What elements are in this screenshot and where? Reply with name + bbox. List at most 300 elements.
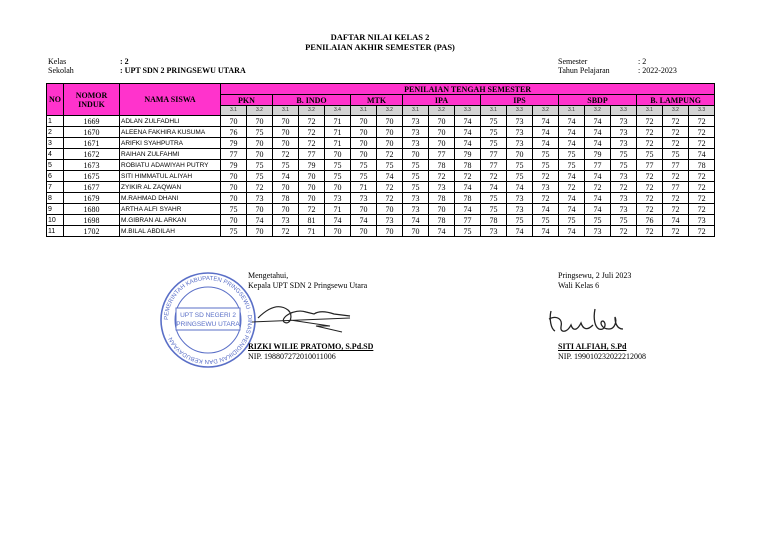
score-cell: 72 [637,193,663,204]
score-cell: 71 [325,138,351,149]
student-nis: 1677 [64,182,120,193]
grades-table [46,83,715,237]
competency-code: 3.1 [221,106,247,116]
col-nama-siswa: NAMA SISWA [120,84,221,116]
score-cell: 73 [403,138,429,149]
score-cell: 75 [611,160,637,171]
score-cell: 73 [325,193,351,204]
score-cell: 70 [273,138,299,149]
student-nis: 1698 [64,215,120,226]
score-cell: 73 [585,226,611,237]
student-name: ADLAN ZULFADHLI [120,116,221,127]
score-cell: 72 [377,193,403,204]
competency-code: 3.2 [429,106,455,116]
score-cell: 75 [663,149,689,160]
table-row [47,138,715,149]
student-name: SITI HIMMATUL ALIYAH [120,171,221,182]
score-cell: 72 [637,171,663,182]
competency-code: 3.4 [325,106,351,116]
score-cell: 75 [481,193,507,204]
student-nis: 1702 [64,226,120,237]
tahun-label: Tahun Pelajaran [558,66,610,75]
score-cell: 75 [481,127,507,138]
table-row [47,127,715,138]
score-cell: 75 [247,160,273,171]
score-cell: 72 [663,204,689,215]
teacher-nip: NIP. 199010232022212008 [558,352,647,361]
score-cell: 74 [533,226,559,237]
subject-header: MTK [351,95,403,106]
score-cell: 70 [351,204,377,215]
score-cell: 72 [689,193,715,204]
score-cell: 74 [429,226,455,237]
score-cell: 72 [299,204,325,215]
score-cell: 74 [533,127,559,138]
score-cell: 74 [585,204,611,215]
score-cell: 70 [377,138,403,149]
semester-label: Semester [558,57,588,66]
score-cell: 70 [221,193,247,204]
score-cell: 75 [637,149,663,160]
score-cell: 75 [481,204,507,215]
competency-code: 3.3 [455,106,481,116]
competency-code: 3.1 [273,106,299,116]
score-cell: 71 [325,204,351,215]
competency-code: 3.2 [585,106,611,116]
semester-value: : 2 [638,57,647,66]
score-cell: 70 [429,127,455,138]
score-cell: 72 [637,204,663,215]
score-cell: 75 [481,138,507,149]
subject-header: IPS [481,95,559,106]
subject-header: PKN [221,95,273,106]
score-cell: 75 [481,116,507,127]
score-cell: 75 [533,149,559,160]
score-cell: 70 [247,138,273,149]
score-cell: 72 [559,182,585,193]
score-cell: 74 [533,204,559,215]
score-cell: 72 [299,127,325,138]
score-cell: 73 [481,226,507,237]
score-cell: 78 [455,193,481,204]
score-cell: 73 [611,127,637,138]
table-row [47,149,715,160]
headmaster-name-block [248,342,373,362]
score-cell: 78 [689,160,715,171]
signature-block-left [248,271,367,291]
score-cell: 70 [299,171,325,182]
table-row [47,226,715,237]
score-cell: 70 [351,138,377,149]
score-cell: 73 [403,127,429,138]
score-cell: 72 [689,182,715,193]
student-name: M.GIBRAN AL ARKAN [120,215,221,226]
score-cell: 74 [559,138,585,149]
score-cell: 75 [559,160,585,171]
score-cell: 75 [559,215,585,226]
stamp-center-line2: PRINGSEWU UTARA [176,321,240,328]
score-cell: 70 [507,149,533,160]
score-cell: 75 [221,204,247,215]
score-cell: 70 [221,182,247,193]
score-cell: 75 [247,127,273,138]
score-cell: 74 [585,127,611,138]
semester-info [558,57,677,75]
row-number: 10 [47,215,64,226]
score-cell: 70 [429,138,455,149]
score-cell: 70 [299,193,325,204]
score-cell: 72 [663,171,689,182]
score-cell: 77 [663,160,689,171]
score-cell: 70 [351,116,377,127]
score-cell: 70 [247,204,273,215]
score-cell: 72 [637,127,663,138]
score-cell: 74 [585,193,611,204]
score-cell: 75 [351,160,377,171]
score-cell: 73 [507,138,533,149]
score-cell: 74 [325,215,351,226]
score-cell: 73 [507,204,533,215]
score-cell: 70 [273,204,299,215]
score-cell: 70 [325,149,351,160]
score-cell: 73 [403,116,429,127]
score-cell: 73 [611,204,637,215]
score-cell: 74 [403,215,429,226]
student-name: M.BILAL ABDILAH [120,226,221,237]
student-nis: 1679 [64,193,120,204]
score-cell: 78 [429,160,455,171]
student-nis: 1670 [64,127,120,138]
score-cell: 74 [585,171,611,182]
score-cell: 70 [403,149,429,160]
score-cell: 72 [689,226,715,237]
score-cell: 70 [351,226,377,237]
score-cell: 74 [689,149,715,160]
row-number: 11 [47,226,64,237]
score-cell: 70 [325,182,351,193]
score-cell: 75 [325,171,351,182]
headmaster-signature [250,296,355,336]
sekolah-value: : UPT SDN 2 PRINGSEWU UTARA [120,66,246,75]
score-cell: 72 [481,171,507,182]
score-cell: 72 [299,138,325,149]
score-cell: 70 [221,171,247,182]
score-cell: 72 [663,226,689,237]
score-cell: 79 [299,160,325,171]
score-cell: 74 [455,127,481,138]
row-number: 1 [47,116,64,127]
score-cell: 77 [429,149,455,160]
score-cell: 78 [273,193,299,204]
competency-code: 3.2 [533,106,559,116]
subject-header: B. INDO [273,95,351,106]
score-cell: 74 [273,171,299,182]
signature-block-right [558,271,631,291]
score-cell: 75 [273,160,299,171]
score-cell: 75 [611,149,637,160]
score-cell: 72 [299,116,325,127]
table-row [47,160,715,171]
score-cell: 70 [377,127,403,138]
score-cell: 73 [429,182,455,193]
row-number: 7 [47,182,64,193]
score-cell: 72 [637,116,663,127]
score-cell: 73 [507,116,533,127]
score-cell: 81 [299,215,325,226]
score-cell: 72 [377,182,403,193]
score-cell: 77 [299,149,325,160]
score-cell: 72 [585,182,611,193]
score-cell: 75 [507,160,533,171]
teacher-signature [545,305,630,340]
competency-code: 3.1 [637,106,663,116]
score-cell: 74 [559,204,585,215]
score-cell: 72 [273,226,299,237]
score-cell: 78 [455,160,481,171]
document-subtitle: PENILAIAN AKHIR SEMESTER (PAS) [305,42,455,52]
score-cell: 70 [247,149,273,160]
competency-code: 3.1 [351,106,377,116]
student-name: ARIFKI SYAHPUTRA [120,138,221,149]
score-cell: 73 [689,215,715,226]
score-cell: 76 [221,127,247,138]
score-cell: 70 [351,127,377,138]
score-cell: 74 [585,138,611,149]
row-number: 8 [47,193,64,204]
score-cell: 74 [559,116,585,127]
school-stamp [158,270,258,370]
score-cell: 72 [663,138,689,149]
score-cell: 72 [247,182,273,193]
score-cell: 75 [611,215,637,226]
score-cell: 70 [429,116,455,127]
score-cell: 74 [481,182,507,193]
row-number: 2 [47,127,64,138]
row-number: 5 [47,160,64,171]
score-cell: 74 [559,171,585,182]
score-cell: 74 [455,138,481,149]
score-cell: 70 [377,226,403,237]
score-cell: 73 [403,204,429,215]
score-cell: 73 [611,138,637,149]
score-cell: 73 [351,193,377,204]
student-nis: 1675 [64,171,120,182]
headmaster-name: RIZKI WILIE PRATOMO, S.Pd.SD [248,342,374,351]
score-cell: 74 [507,226,533,237]
score-cell: 77 [221,149,247,160]
subject-header: IPA [403,95,481,106]
score-cell: 72 [377,149,403,160]
score-cell: 75 [507,215,533,226]
score-cell: 70 [273,182,299,193]
competency-code: 3.2 [247,106,273,116]
score-cell: 73 [611,116,637,127]
score-cell: 74 [455,204,481,215]
score-cell: 74 [377,171,403,182]
score-cell: 75 [533,160,559,171]
score-cell: 70 [351,149,377,160]
score-cell: 75 [507,171,533,182]
score-cell: 72 [689,116,715,127]
student-nis: 1671 [64,138,120,149]
competency-code: 3.3 [507,106,533,116]
score-cell: 72 [611,182,637,193]
row-number: 4 [47,149,64,160]
score-cell: 72 [637,138,663,149]
score-cell: 70 [273,116,299,127]
score-cell: 72 [533,171,559,182]
wali-kelas-title: Wali Kelas 6 [558,281,600,290]
score-cell: 70 [325,226,351,237]
competency-code: 3.2 [299,106,325,116]
score-cell: 74 [585,116,611,127]
row-number: 3 [47,138,64,149]
score-cell: 72 [273,149,299,160]
score-cell: 73 [611,171,637,182]
kelas-label: Kelas [48,57,67,66]
competency-code: 3.1 [559,106,585,116]
competency-code: 3.2 [663,106,689,116]
score-cell: 74 [455,182,481,193]
student-name: ZYIKIR AL ZAQWAN [120,182,221,193]
score-cell: 70 [299,182,325,193]
competency-code: 3.3 [611,106,637,116]
score-cell: 75 [403,182,429,193]
score-cell: 72 [637,182,663,193]
group-header: PENILAIAN TENGAH SEMESTER [221,84,715,95]
score-cell: 77 [637,160,663,171]
table-row [47,171,715,182]
score-cell: 75 [351,171,377,182]
score-cell: 70 [429,204,455,215]
score-cell: 72 [637,226,663,237]
student-name: ROBIATU ADAWIYAH PUTRY [120,160,221,171]
score-cell: 78 [429,215,455,226]
score-cell: 73 [507,193,533,204]
score-cell: 73 [611,193,637,204]
score-cell: 72 [689,138,715,149]
score-cell: 79 [585,149,611,160]
teacher-name-block [558,342,646,362]
score-cell: 77 [663,182,689,193]
kelas-value: : 2 [120,57,129,66]
score-cell: 73 [403,193,429,204]
score-cell: 70 [247,116,273,127]
stamp-center-line1: UPT SD NEGERI 2 [180,312,236,319]
student-name: ARTHA ALFI SYAHR [120,204,221,215]
score-cell: 77 [481,149,507,160]
school-info [48,57,246,75]
score-cell: 70 [403,226,429,237]
teacher-name: SITI ALFIAH, S.Pd [558,342,627,351]
score-cell: 75 [455,226,481,237]
score-cell: 73 [377,215,403,226]
score-cell: 72 [663,127,689,138]
score-cell: 72 [663,116,689,127]
score-cell: 72 [611,226,637,237]
score-cell: 70 [221,215,247,226]
score-cell: 75 [403,160,429,171]
score-cell: 75 [325,160,351,171]
score-cell: 74 [247,215,273,226]
table-row [47,182,715,193]
score-cell: 74 [533,116,559,127]
student-name: M.RAHMAD DHANI [120,193,221,204]
competency-code: 3.3 [689,106,715,116]
student-nis: 1673 [64,160,120,171]
score-cell: 70 [377,116,403,127]
score-cell: 71 [325,127,351,138]
score-cell: 72 [663,193,689,204]
score-cell: 74 [507,182,533,193]
score-cell: 78 [481,215,507,226]
score-cell: 75 [403,171,429,182]
score-cell: 73 [533,182,559,193]
score-cell: 74 [559,193,585,204]
subject-header: B. LAMPUNG [637,95,715,106]
score-cell: 74 [559,226,585,237]
headmaster-nip: NIP. 198807272010011006 [248,352,336,361]
competency-code: 3.2 [377,106,403,116]
score-cell: 72 [455,171,481,182]
student-name: RAIHAN ZULFAHMI [120,149,221,160]
score-cell: 79 [455,149,481,160]
row-number: 6 [47,171,64,182]
score-cell: 77 [481,160,507,171]
col-nomor-induk: NOMOR INDUK [64,84,120,116]
score-cell: 71 [299,226,325,237]
score-cell: 73 [247,193,273,204]
score-cell: 75 [585,215,611,226]
stamp-ring-text: PEMERINTAH KABUPATEN PRINGSEWU · DINAS PENDIDIKAN DAN KEBUDAYAAN · [163,275,253,365]
table-row [47,204,715,215]
score-cell: 76 [637,215,663,226]
student-nis: 1680 [64,204,120,215]
score-cell: 72 [689,127,715,138]
kepala-title: Kepala UPT SDN 2 Pringsewu Utara [248,281,368,290]
score-cell: 75 [221,226,247,237]
student-name: ALEENA FAKHIRA KUSUMA [120,127,221,138]
score-cell: 72 [689,204,715,215]
place-date: Pringsewu, 2 Juli 2023 [558,271,632,280]
competency-code: 3.1 [403,106,429,116]
score-cell: 70 [247,226,273,237]
table-row [47,116,715,127]
score-cell: 72 [689,171,715,182]
score-cell: 70 [273,127,299,138]
score-cell: 71 [325,116,351,127]
score-cell: 71 [351,182,377,193]
table-row [47,193,715,204]
score-cell: 77 [455,215,481,226]
score-cell: 74 [559,127,585,138]
score-cell: 74 [455,116,481,127]
score-cell: 74 [351,215,377,226]
mengetahui-text: Mengetahui, [248,271,289,280]
student-nis: 1669 [64,116,120,127]
score-cell: 73 [507,127,533,138]
document-title: DAFTAR NILAI KELAS 2 [330,32,430,42]
row-number: 9 [47,204,64,215]
score-cell: 75 [377,160,403,171]
score-cell: 77 [585,160,611,171]
score-cell: 72 [429,171,455,182]
competency-code: 3.1 [481,106,507,116]
score-cell: 70 [221,116,247,127]
score-cell: 78 [429,193,455,204]
score-cell: 74 [533,138,559,149]
score-cell: 75 [559,149,585,160]
